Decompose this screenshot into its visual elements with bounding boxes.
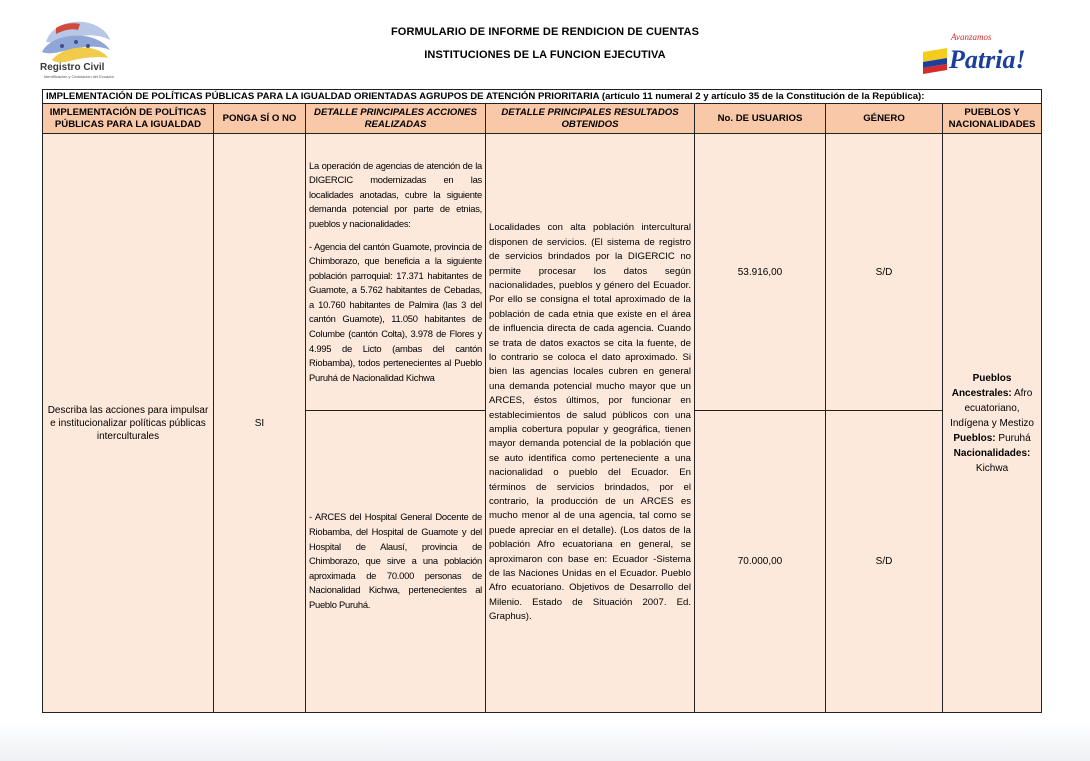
gender-agency: S/D — [826, 134, 943, 411]
column-header-gender: GÉNERO — [826, 104, 943, 134]
users-count-arces: 70.000,00 — [695, 411, 826, 713]
pueblos-ancestrales-value: Afro ecuatoriano, Indígena y Mestizo — [950, 387, 1034, 429]
registro-civil-logo-text: Registro Civil — [40, 62, 105, 73]
action-detail-agency-guamote: - Agencia del cantón Guamote, provincia de Chimborazo, que beneficia a la siguiente población parroquial: 17.371 habitantes de Guamote, a 5.762 habitantes de Cebadas, a 10.760 habitantes de Palmira (las 3 del cantón Guamote), 11.050 habitantes de Columbe (cantón Colta), 3.978 de Flores y 4.995 de Licto (ambas del cantón Riobamba), todos pertenecientes al Pueblo Puruhá de Nacionalidad Kichwa — [309, 240, 482, 383]
column-header-users: No. DE USUARIOS — [695, 104, 826, 134]
nacionalidades-value: Kichwa — [975, 462, 1009, 474]
column-header-peoples: PUEBLOS Y NACIONALIDADES — [943, 104, 1042, 134]
column-header-yes-no: PONGA SÍ O NO — [214, 104, 306, 134]
action-detail-agency — [306, 134, 486, 411]
column-header-row — [43, 104, 1042, 134]
gender-arces: S/D — [826, 411, 943, 713]
section-title-row — [43, 90, 1042, 104]
column-header-results: DETALLE PRINCIPALES RESULTADOS OBTENIDOS — [486, 104, 695, 134]
policy-description: Describa las acciones para impulsar e institucionalizar políticas públicas interculturales — [43, 134, 214, 713]
form-subtitle: INSTITUCIONES DE LA FUNCION EJECUTIVA — [424, 49, 666, 61]
svg-text:Avanzamos: Avanzamos — [951, 32, 992, 42]
users-count-agency: 53.916,00 — [695, 134, 826, 411]
svg-text:Patria!: Patria! — [949, 45, 1026, 74]
nacionalidades-label: Nacionalidades: — [953, 447, 1031, 459]
registro-civil-logo-subtext: Identificación y Cedulación del Ecuador — [43, 74, 115, 79]
pueblos-value: Puruhá — [998, 432, 1031, 444]
peoples-nationalities — [943, 134, 1042, 713]
page-background-fade — [0, 721, 1090, 761]
form-title: FORMULARIO DE INFORME DE RENDICION DE CUENTAS — [390, 26, 700, 38]
column-header-actions: DETALLE PRINCIPALES ACCIONES REALIZADAS — [306, 104, 486, 134]
action-detail-arces: - ARCES del Hospital General Docente de Riobamba, del Hospital de Guamote y del Hospital de Alausí, provincia de Chimborazo, que sirve a una población aproximada de 70.000 personas de Nacionalidad Kichwa, pertenecientes al Pueblo Puruhá. — [306, 411, 486, 713]
avanzamos-patria-logo — [921, 26, 1029, 84]
pueblos-ancestrales-label: Pueblos Ancestrales: — [951, 372, 1012, 399]
yes-no-answer: SI — [214, 134, 306, 713]
policies-table — [42, 89, 1042, 713]
column-header-policy: IMPLEMENTACIÓN DE POLÍTICAS PÚBLICAS PARA LA IGUALDAD — [43, 104, 214, 134]
table-row — [43, 134, 1042, 411]
action-detail-agency-intro: La operación de agencias de atención de la DIGERCIC modernizadas en las localidades anotadas, cubre la siguiente demanda potencial por parte de etnias, pueblos y nacionalidades: — [309, 159, 482, 229]
results-detail: Localidades con alta población intercultural disponen de servicios. (El sistema de registro de servicios brindados por la DIGERCIC no permite procesar los datos según nacionalidades, pueblos y género del Ecuador. Por ello se consigna el total aproximado de la población de cada etnia que existe en el área de influencia directa de cada agencia. Cuando se trata de datos exactos se cita la fuente, de lo contrario se coloca el dato aproximado. Si bien las agencias locales cubren en general una demanda potencial mucho mayor que un ARCES, éstos últimos, por funcionar en establecimientos de salud públicos con una amplia cobertura popular y geográfica, tienen mayor demanda potencial de la población que se auto identifica como perteneciente a una nacionalidad o pueblo del Ecuador. En términos de servicios brindados, por el contrario, la producción de un ARCES es mucho menor al de una agencia, tal como se puede apreciar en el detalle). (Los datos de la población Afro ecuatoriana en general, se aproximaron con base en: Ecuador -Sistema de las Naciones Unidas en el Ecuador. Pueblo Afro ecuatoriano. Objetivos de Desarrollo del Milenio. Estado de Situación 2007. Ed. Graphus). — [486, 134, 695, 713]
section-title: IMPLEMENTACIÓN DE POLÍTICAS PÚBLICAS PARA LA IGUALDAD ORIENTADAS AGRUPOS DE ATENCIÓN PRIORITARIA (artículo 11 numeral 2 y artículo 35 de la Constitución de la República): — [43, 90, 1042, 104]
pueblos-label: Pueblos: — [953, 432, 996, 444]
patria-flag-icon — [921, 26, 1029, 84]
